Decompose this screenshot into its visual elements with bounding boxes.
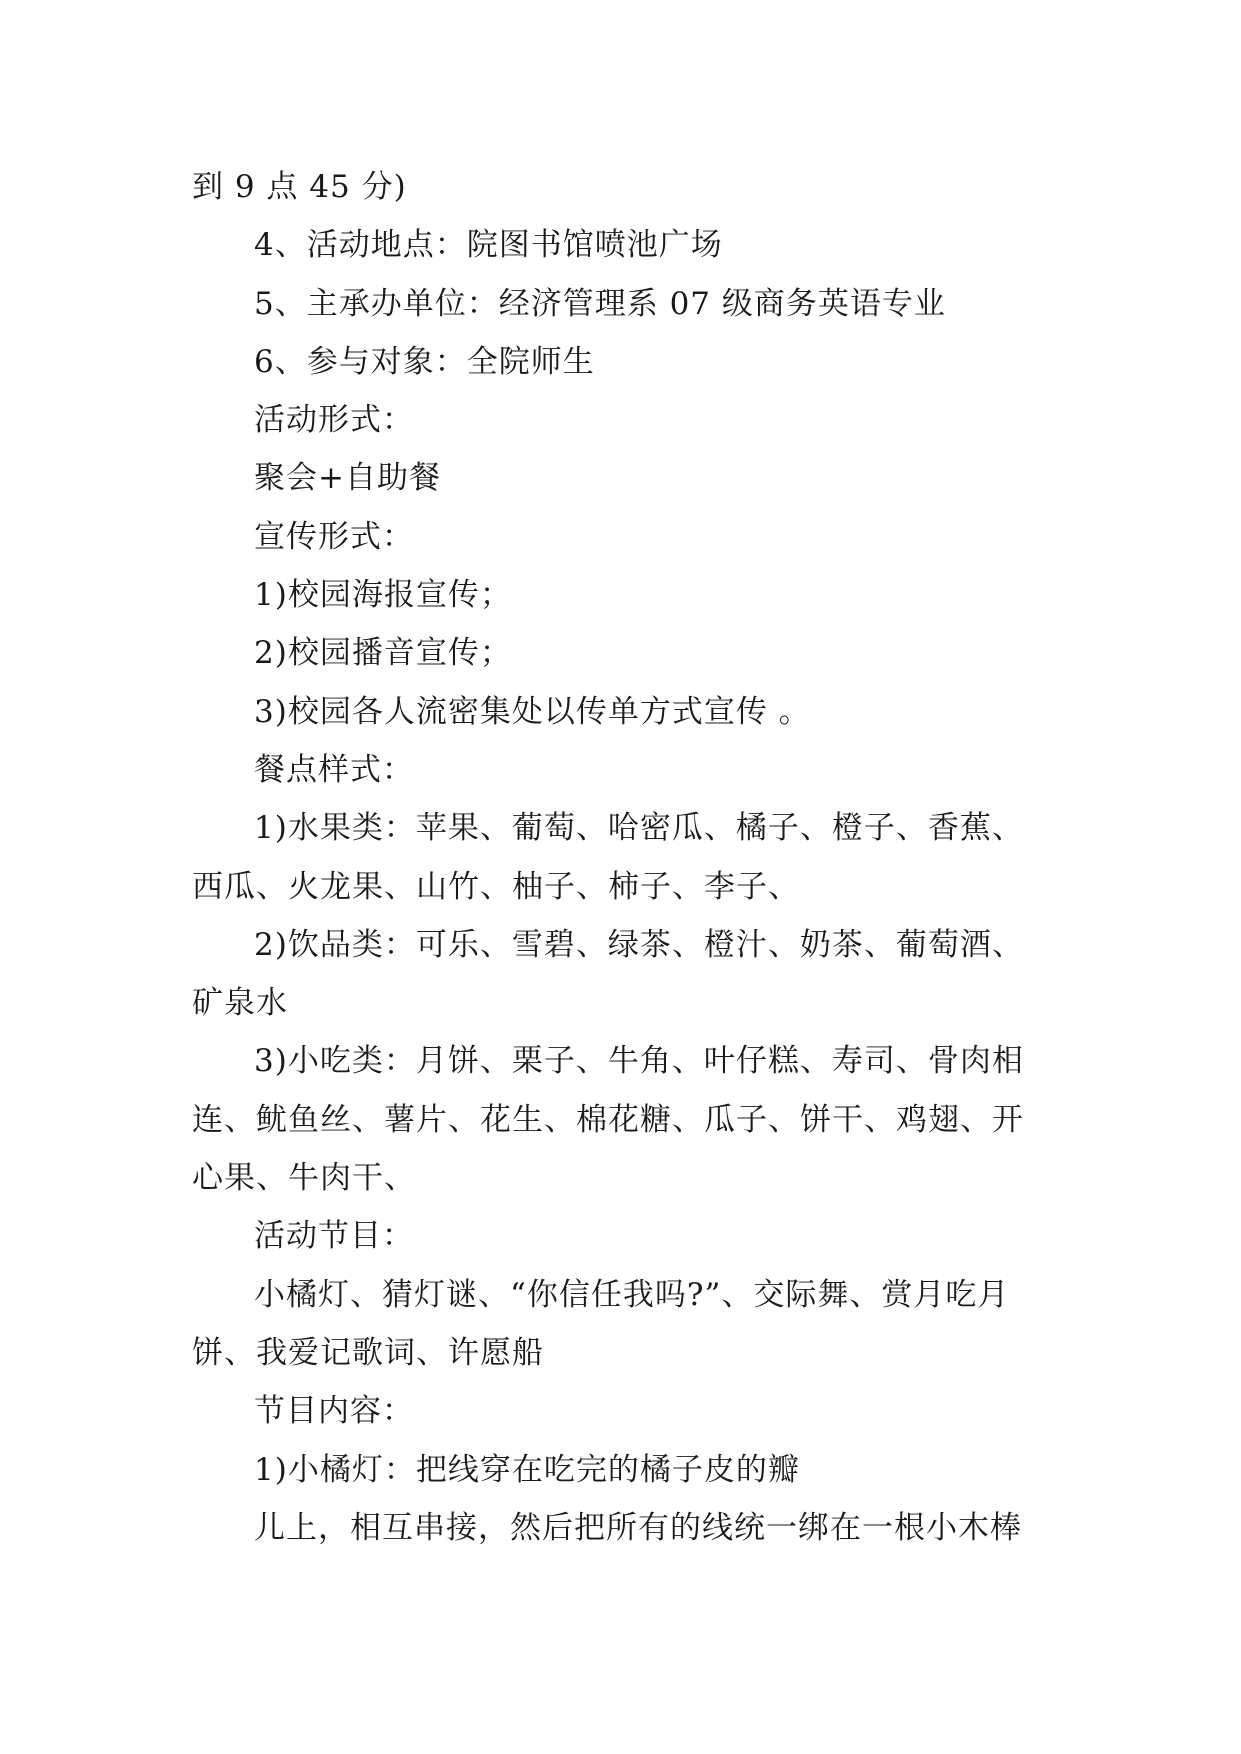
section-heading-programs: 活动节目： xyxy=(254,1218,414,1255)
text-line-16: 3)小吃类：月饼、栗子、牛角、叶仔糕、寿司、骨肉相 xyxy=(254,1043,1024,1080)
text-line-4: 6、参与对象：全院师生 xyxy=(254,343,595,380)
text-line-15: 矿泉水 xyxy=(192,985,288,1022)
text-line-20: 小橘灯、猜灯谜、“你信任我吗?”、交际舞、赏月吃月 xyxy=(254,1276,1010,1313)
text-line-21: 饼、我爱记歌词、许愿船 xyxy=(192,1334,544,1371)
text-line-10: 3)校园各人流密集处以传单方式宣传 。 xyxy=(254,693,811,730)
text-line-6: 聚会+自助餐 xyxy=(254,460,441,497)
text-line-18: 心果、牛肉干、 xyxy=(192,1160,416,1197)
section-heading-program-content: 节目内容： xyxy=(254,1393,414,1430)
section-heading-food: 餐点样式： xyxy=(254,751,414,788)
text-line-8: 1)校园海报宣传； xyxy=(254,577,512,614)
text-line-14: 2)饮品类：可乐、雪碧、绿茶、橙汁、奶茶、葡萄酒、 xyxy=(254,926,1024,963)
document-body xyxy=(192,158,1062,1557)
text-line-3: 5、主承办单位：经济管理系 07 级商务英语专业 xyxy=(254,285,946,322)
section-heading-activity-form: 活动形式： xyxy=(254,402,414,439)
text-line-17: 连、鱿鱼丝、薯片、花生、棉花糖、瓜子、饼干、鸡翅、开 xyxy=(192,1101,1024,1138)
text-line-24: 儿上，相互串接，然后把所有的线统一绑在一根小木棒 xyxy=(254,1509,1022,1546)
text-line-13: 西瓜、火龙果、山竹、柚子、柿子、李子、 xyxy=(192,868,800,905)
text-line-9: 2)校园播音宣传； xyxy=(254,635,512,672)
text-line-1: 到 9 点 45 分) xyxy=(192,169,407,205)
text-line-23: 1)小橘灯：把线穿在吃完的橘子皮的瓣 xyxy=(254,1451,800,1488)
section-heading-promotion: 宣传形式： xyxy=(254,518,414,555)
text-line-12: 1)水果类：苹果、葡萄、哈密瓜、橘子、橙子、香蕉、 xyxy=(254,810,1024,847)
text-line-2: 4、活动地点：院图书馆喷池广场 xyxy=(254,227,723,264)
